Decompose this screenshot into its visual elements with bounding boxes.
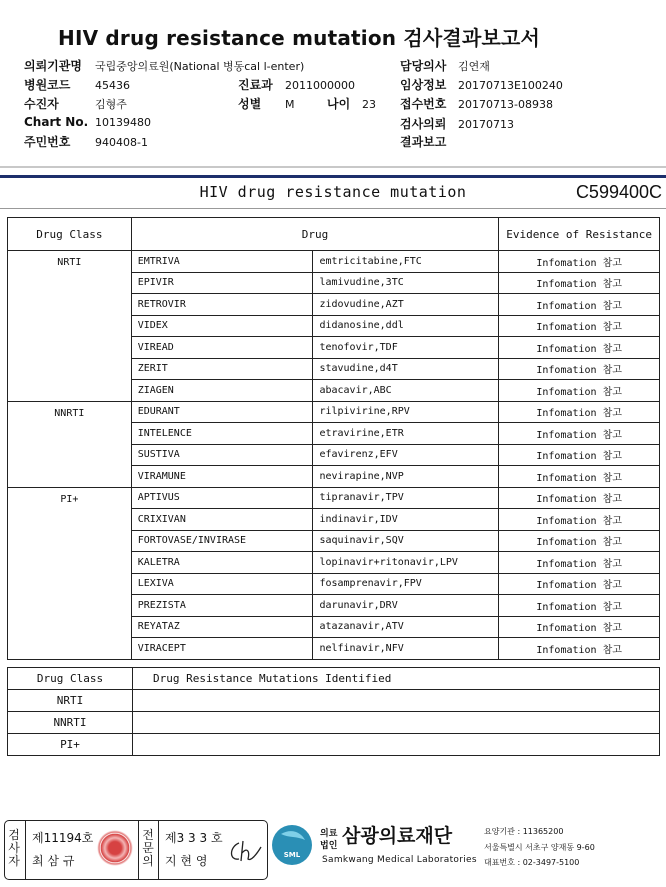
header-field <box>400 57 490 74</box>
drug-name-cell: EMTRIVA <box>131 251 313 273</box>
handwritten-signature <box>227 839 263 865</box>
evidence-cell: Infomation 참고 <box>499 616 660 638</box>
drug-generic-cell: indinavir,IDV <box>313 509 499 531</box>
org-prefix-1: 의료 <box>320 829 338 839</box>
drug-generic-cell: atazanavir,ATV <box>313 616 499 638</box>
age-value: 23 <box>362 98 377 111</box>
field-value: M <box>285 98 295 111</box>
test-code: C599400C <box>575 182 662 202</box>
field-label: 접수번호 <box>400 97 447 111</box>
evidence-cell: Infomation 참고 <box>499 272 660 294</box>
header-field <box>400 95 553 112</box>
evidence-cell: Infomation 참고 <box>499 358 660 380</box>
age-label: 나이 <box>327 97 351 111</box>
evidence-cell: Infomation 참고 <box>499 315 660 337</box>
header-field <box>238 76 355 93</box>
org-info-1: 요양기관 : 11365200 <box>484 827 564 836</box>
drug-generic-cell: darunavir,DRV <box>313 595 499 617</box>
evidence-cell: Infomation 참고 <box>499 294 660 316</box>
sml-logo-text: SML <box>283 851 301 859</box>
drug-name-cell: VIRACEPT <box>131 638 313 660</box>
field-label: 의뢰기관명 <box>24 59 82 73</box>
drug-generic-cell: tipranavir,TPV <box>313 487 499 509</box>
drug-generic-cell: zidovudine,AZT <box>313 294 499 316</box>
tester-name: 최 삼 규 <box>32 854 75 868</box>
org-english-name: Samkwang Medical Laboratories <box>322 855 477 865</box>
evidence-cell: Infomation 참고 <box>499 380 660 402</box>
age-field <box>327 95 376 112</box>
drug-name-cell: INTELENCE <box>131 423 313 445</box>
mutation-class-cell: NRTI <box>8 690 133 712</box>
divider-navy <box>0 175 666 178</box>
mutation-table <box>7 667 660 756</box>
drug-name-cell: REYATAZ <box>131 616 313 638</box>
table-row <box>8 690 660 712</box>
drug-name-cell: FORTOVASE/INVIRASE <box>131 530 313 552</box>
header-field <box>24 133 148 150</box>
evidence-cell: Infomation 참고 <box>499 595 660 617</box>
mutation-class-cell: PI+ <box>8 734 133 756</box>
specialist-name: 지 현 영 <box>165 854 208 868</box>
field-label: 결과보고 <box>400 135 447 149</box>
drug-name-cell: VIREAD <box>131 337 313 359</box>
drug-name-cell: RETROVIR <box>131 294 313 316</box>
signature-box <box>4 820 268 880</box>
header-field <box>400 115 514 132</box>
field-label: 진료과 <box>238 78 273 92</box>
mutation-header-mutations: Drug Resistance Mutations Identified <box>133 668 660 690</box>
field-label: 담당의사 <box>400 59 447 73</box>
sig-divider <box>138 821 139 879</box>
header-field <box>400 133 458 150</box>
drug-generic-cell: lamivudine,3TC <box>313 272 499 294</box>
field-label: Chart No. <box>24 115 89 129</box>
divider-thin <box>0 208 666 209</box>
field-value: 20170713 <box>458 118 514 131</box>
evidence-cell: Infomation 참고 <box>499 638 660 660</box>
field-value: 국립중앙의료원(National 병동cal l-enter) <box>95 60 305 73</box>
header-field <box>24 95 127 112</box>
mutation-list-cell <box>133 690 660 712</box>
evidence-cell: Infomation 참고 <box>499 423 660 445</box>
section-title: HIV drug resistance mutation <box>199 183 467 201</box>
evidence-cell: Infomation 참고 <box>499 251 660 273</box>
mutation-list-cell <box>133 712 660 734</box>
drug-generic-cell: efavirenz,EFV <box>313 444 499 466</box>
field-value: 2011000000 <box>285 79 355 92</box>
report-title: HIV drug resistance mutation 검사결과보고서 <box>58 26 541 50</box>
field-label: 검사의뢰 <box>400 117 447 131</box>
specialist-license: 제3 3 3 호 <box>165 831 223 845</box>
field-value: 45436 <box>95 79 130 92</box>
field-label: 수진자 <box>24 97 59 111</box>
drug-generic-cell: fosamprenavir,FPV <box>313 573 499 595</box>
field-label: 임상정보 <box>400 78 447 92</box>
drug-generic-cell: nelfinavir,NFV <box>313 638 499 660</box>
drug-generic-cell: abacavir,ABC <box>313 380 499 402</box>
evidence-cell: Infomation 참고 <box>499 552 660 574</box>
table-row <box>8 487 660 509</box>
official-seal <box>97 830 133 866</box>
drug-name-cell: LEXIVA <box>131 573 313 595</box>
header-field <box>24 76 130 93</box>
drug-table <box>7 217 660 660</box>
drug-name-cell: APTIVUS <box>131 487 313 509</box>
org-info-2: 서울특별시 서초구 양재동 9-60 <box>484 843 595 852</box>
field-value: 10139480 <box>95 116 151 129</box>
evidence-cell: Infomation 참고 <box>499 466 660 488</box>
field-value: 20170713-08938 <box>458 98 553 111</box>
evidence-cell: Infomation 참고 <box>499 487 660 509</box>
sig-divider <box>25 821 26 879</box>
drug-generic-cell: emtricitabine,FTC <box>313 251 499 273</box>
header-field <box>24 115 151 129</box>
evidence-cell: Infomation 참고 <box>499 401 660 423</box>
field-value: 20170713E100240 <box>458 79 563 92</box>
table-row <box>8 401 660 423</box>
drug-generic-cell: etravirine,ETR <box>313 423 499 445</box>
field-label: 성별 <box>238 97 262 111</box>
mutation-list-cell <box>133 734 660 756</box>
evidence-cell: Infomation 참고 <box>499 444 660 466</box>
table-row <box>8 251 660 273</box>
header-field <box>24 57 304 74</box>
specialist-label: 전문의 <box>142 828 154 868</box>
drug-generic-cell: didanosine,ddl <box>313 315 499 337</box>
evidence-cell: Infomation 참고 <box>499 530 660 552</box>
drug-generic-cell: nevirapine,NVP <box>313 466 499 488</box>
evidence-cell: Infomation 참고 <box>499 337 660 359</box>
drug-name-cell: ZIAGEN <box>131 380 313 402</box>
field-value: 940408-1 <box>95 136 148 149</box>
drug-name-cell: PREZISTA <box>131 595 313 617</box>
header-drug-class: Drug Class <box>8 218 132 251</box>
org-name: 삼광의료재단 <box>342 825 453 847</box>
table-row <box>8 734 660 756</box>
drug-name-cell: VIRAMUNE <box>131 466 313 488</box>
field-value: 김연재 <box>458 60 490 73</box>
drug-name-cell: KALETRA <box>131 552 313 574</box>
drug-class-cell: NNRTI <box>8 401 132 487</box>
evidence-cell: Infomation 참고 <box>499 573 660 595</box>
org-info-3: 대표번호 : 02-3497-5100 <box>484 858 580 867</box>
org-prefix-2: 법인 <box>320 841 338 851</box>
sig-divider <box>158 821 159 879</box>
mutation-class-cell: NNRTI <box>8 712 133 734</box>
drug-generic-cell: stavudine,d4T <box>313 358 499 380</box>
drug-generic-cell: tenofovir,TDF <box>313 337 499 359</box>
field-label: 병원코드 <box>24 78 71 92</box>
header-field <box>238 95 295 112</box>
drug-class-cell: NRTI <box>8 251 132 402</box>
tester-license: 제11194호 <box>32 831 94 845</box>
drug-name-cell: SUSTIVA <box>131 444 313 466</box>
field-label: 주민번호 <box>24 135 71 149</box>
table-row <box>8 712 660 734</box>
evidence-cell: Infomation 참고 <box>499 509 660 531</box>
drug-generic-cell: saquinavir,SQV <box>313 530 499 552</box>
drug-class-cell: PI+ <box>8 487 132 659</box>
sml-logo-icon <box>271 824 313 866</box>
drug-name-cell: ZERIT <box>131 358 313 380</box>
drug-generic-cell: lopinavir+ritonavir,LPV <box>313 552 499 574</box>
mutation-header-class: Drug Class <box>8 668 133 690</box>
divider-gray <box>0 166 666 168</box>
header-drug: Drug <box>131 218 499 251</box>
header-evidence: Evidence of Resistance <box>499 218 660 251</box>
drug-name-cell: VIDEX <box>131 315 313 337</box>
tester-label: 검사자 <box>8 828 20 868</box>
drug-name-cell: EDURANT <box>131 401 313 423</box>
field-value: 김형주 <box>95 98 127 111</box>
header-field <box>400 76 563 93</box>
drug-name-cell: EPIVIR <box>131 272 313 294</box>
drug-generic-cell: rilpivirine,RPV <box>313 401 499 423</box>
drug-name-cell: CRIXIVAN <box>131 509 313 531</box>
